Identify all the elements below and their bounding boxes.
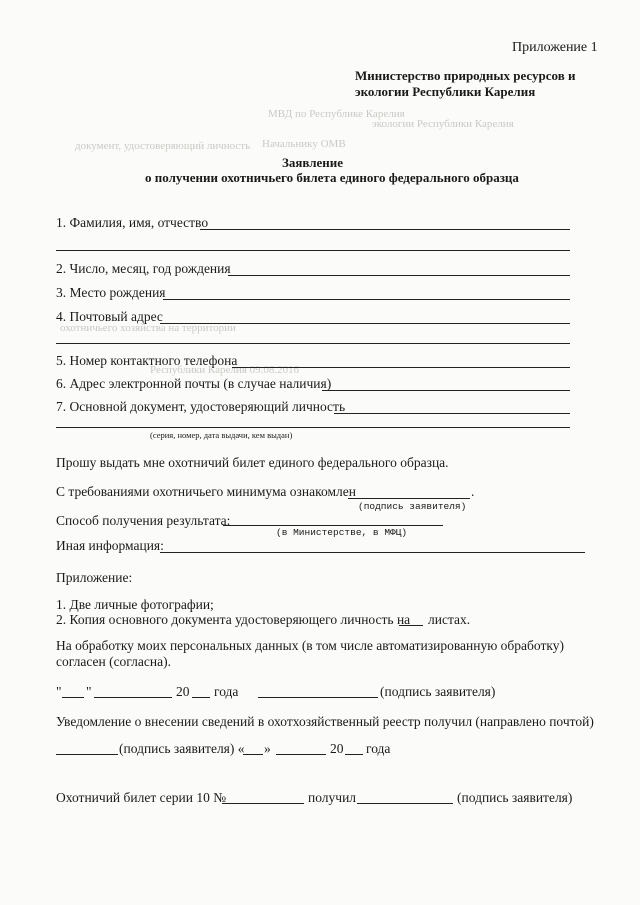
phone-input-line[interactable] (232, 367, 570, 368)
receipt-method-input-line[interactable] (223, 525, 443, 526)
full-name-input-line[interactable] (200, 229, 570, 230)
notice-day-input-line[interactable] (243, 754, 263, 755)
id-document-input-line[interactable] (334, 413, 570, 414)
birth-place-input-line[interactable] (163, 299, 570, 300)
other-info-input-line[interactable] (160, 552, 585, 553)
bleed-through-text: Начальнику ОМВ (262, 138, 346, 150)
id-document-input-line-2[interactable] (56, 427, 570, 428)
date-quote-close: " (86, 684, 92, 699)
bleed-through-text: Республики Карелия 09.08.2016 (150, 364, 300, 376)
ticket-number-input-line[interactable] (222, 803, 304, 804)
notice-signature-input-line[interactable] (56, 754, 118, 755)
consent-text-line2: согласен (согласна). (56, 654, 171, 669)
field-label-birth-date: 2. Число, месяц, год рождения (56, 261, 231, 276)
ministry-name-line1: Министерство природных ресурсов и (355, 68, 576, 83)
full-name-input-line-2[interactable] (56, 250, 570, 251)
requirements-text: С требованиями охотничьего минимума ознакомлен (56, 484, 356, 499)
field-label-email: 6. Адрес электронной почты (в случае наличия) (56, 376, 332, 391)
attachment-item-2: 2. Копия основного документа удостоверяющего личность на (56, 612, 411, 627)
notice-quote-close: » (264, 741, 271, 756)
consent-text-line1: На обработку моих персональных данных (в том числе автоматизированную обработку) (56, 638, 564, 653)
notice-signature-label: (подпись заявителя) « (119, 741, 245, 756)
ministry-name-line2: экологии Республики Карелия (355, 84, 536, 99)
requirements-signature-hint: (подпись заявителя) (358, 501, 467, 512)
field-label-full-name: 1. Фамилия, имя, отчество (56, 215, 209, 230)
bleed-through-text: охотничьего хозяйства на территории (60, 322, 236, 334)
attachment-item-1: 1. Две личные фотографии; (56, 597, 214, 612)
date-year-prefix: 20 (176, 684, 190, 699)
notice-year-prefix: 20 (330, 741, 344, 756)
receipt-method-hint: (в Министерстве, в МФЦ) (276, 527, 408, 538)
field-label-phone: 5. Номер контактного телефона (56, 353, 238, 368)
postal-address-input-line[interactable] (160, 323, 570, 324)
notice-year-input-line[interactable] (345, 754, 363, 755)
ticket-series-label: Охотничий билет серии 10 № (56, 790, 227, 805)
id-document-hint: (серия, номер, дата выдачи, кем выдан) (150, 430, 293, 440)
requirements-signature-line[interactable] (348, 498, 470, 499)
email-input-line[interactable] (322, 390, 570, 391)
date-signature-input-line[interactable] (258, 697, 378, 698)
notice-year-suffix: года (366, 741, 391, 756)
request-text: Прошу выдать мне охотничий билет единого федерального образца. (56, 455, 449, 470)
document-title: Заявление (282, 155, 344, 170)
ticket-signature-label: (подпись заявителя) (457, 790, 573, 805)
registry-notice-text: Уведомление о внесении сведений в охотхозяйственный реестр получил (направлено почтой) (56, 714, 594, 729)
date-month-input-line[interactable] (94, 697, 172, 698)
requirements-period: . (471, 484, 475, 499)
ticket-received-label: получил (308, 790, 357, 805)
date-year-input-line[interactable] (192, 697, 210, 698)
attachment-item-2-suffix: листах. (428, 612, 471, 627)
field-label-postal-address: 4. Почтовый адрес (56, 309, 163, 324)
field-label-birth-place: 3. Место рождения (56, 285, 166, 300)
date-signature-label: (подпись заявителя) (380, 684, 496, 699)
bleed-through-text: документ, удостоверяющий личность (75, 140, 251, 152)
notice-month-input-line[interactable] (276, 754, 326, 755)
date-quote-open: " (56, 684, 62, 699)
birth-date-input-line[interactable] (228, 275, 570, 276)
other-info-label: Иная информация: (56, 538, 164, 553)
attachment-title: Приложение: (56, 570, 133, 585)
field-label-id-document: 7. Основной документ, удостоверяющий личность (56, 399, 346, 414)
receipt-method-label: Способ получения результата: (56, 513, 231, 528)
document-subtitle: о получении охотничьего билета единого федерального образца (145, 170, 519, 185)
bleed-through-text: экологии Республики Карелия (372, 118, 514, 130)
attachment-pages-input-line[interactable] (399, 625, 423, 626)
bleed-through-text: МВД по Республике Карелия (268, 108, 405, 120)
date-year-suffix: года (214, 684, 239, 699)
date-day-input-line[interactable] (62, 697, 84, 698)
ticket-signature-input-line[interactable] (357, 803, 453, 804)
postal-address-input-line-2[interactable] (56, 343, 570, 344)
appendix-label: Приложение 1 (512, 40, 598, 55)
